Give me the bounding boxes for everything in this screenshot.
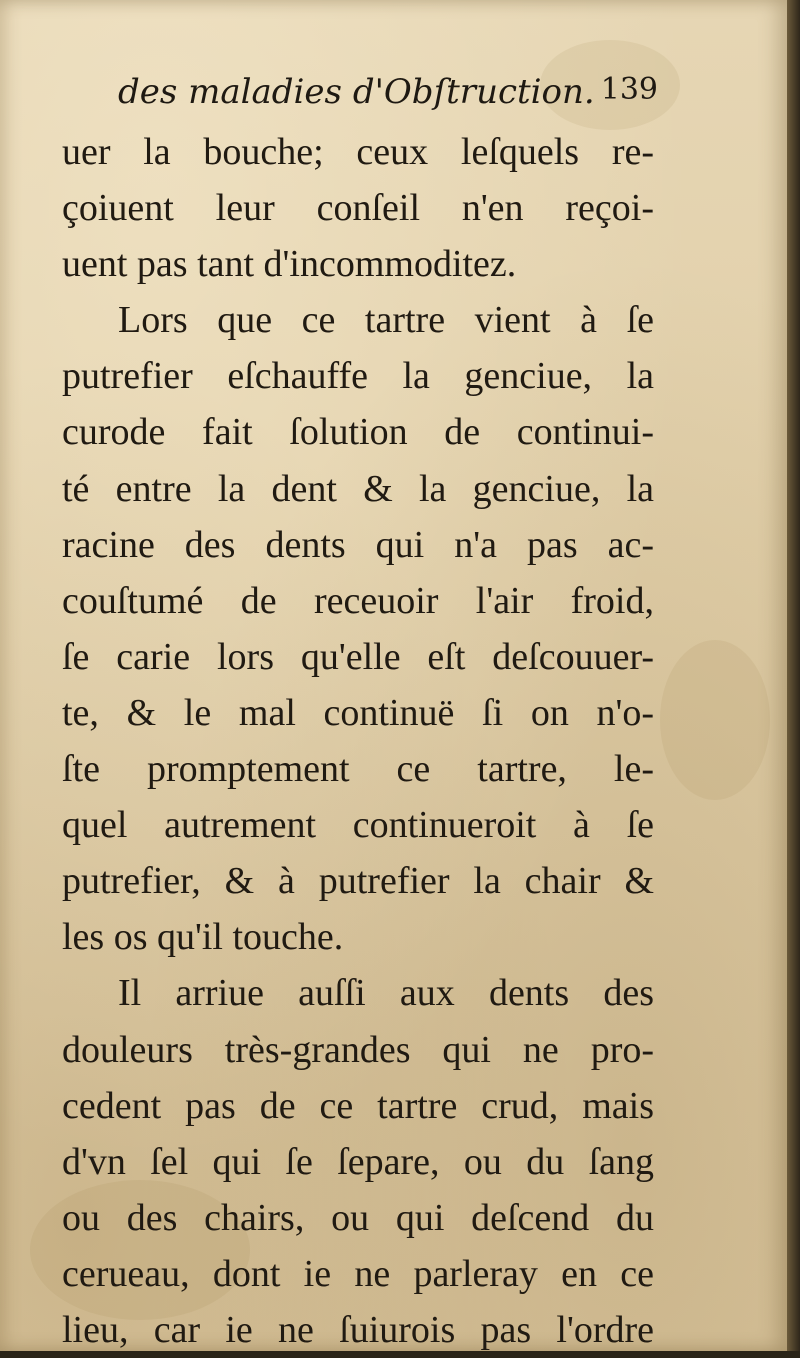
text-line: çoiuent leur conſeil n'en reçoi- [62, 187, 654, 230]
text-line: les os qu'il touche. [62, 916, 344, 959]
text-line: douleurs très-grandes qui ne pro- [62, 1028, 654, 1071]
running-head [118, 72, 658, 116]
body-text [62, 124, 654, 1358]
paper-stain [660, 640, 770, 800]
text-line: uent pas tant d'incommoditez. [62, 243, 517, 286]
text-line: té entre la dent & la genciue, la [62, 467, 654, 510]
text-line: cerueau, dont ie ne parleray en ce [62, 1252, 654, 1295]
text-line: ſte promptement ce tartre, le- [62, 748, 654, 791]
running-head-title: des maladies d'Obſtruction. [118, 72, 595, 112]
text-line: d'vn ſel qui ſe ſepare, ou du ſang [62, 1140, 654, 1183]
page-edge-shadow [787, 0, 800, 1351]
text-line: couſtumé de receuoir l'air froid, [62, 579, 654, 622]
text-line: quel autrement continueroit à ſe [62, 804, 654, 847]
text-line: lieu, car ie ne ſuiurois pas l'ordre [62, 1308, 654, 1351]
text-line: curode fait ſolution de continui- [62, 411, 654, 454]
text-line: Lors que ce tartre vient à ſe [118, 299, 654, 342]
text-line: racine des dents qui n'a pas ac- [62, 523, 654, 566]
text-line: putrefier, & à putrefier la chair & [62, 860, 654, 903]
text-line: cedent pas de ce tartre crud, mais [62, 1084, 654, 1127]
text-line: Il arriue auſſi aux dents des [118, 972, 654, 1015]
text-line: te, & le mal continuë ſi on n'o- [62, 691, 654, 734]
page-number: 139 [600, 72, 658, 107]
text-line: ſe carie lors qu'elle eſt deſcouuer- [62, 635, 654, 678]
text-line: putrefier eſchauffe la genciue, la [62, 355, 654, 398]
text-line: uer la bouche; ceux leſquels re- [62, 131, 654, 173]
text-line: ou des chairs, ou qui deſcend du [62, 1196, 654, 1239]
